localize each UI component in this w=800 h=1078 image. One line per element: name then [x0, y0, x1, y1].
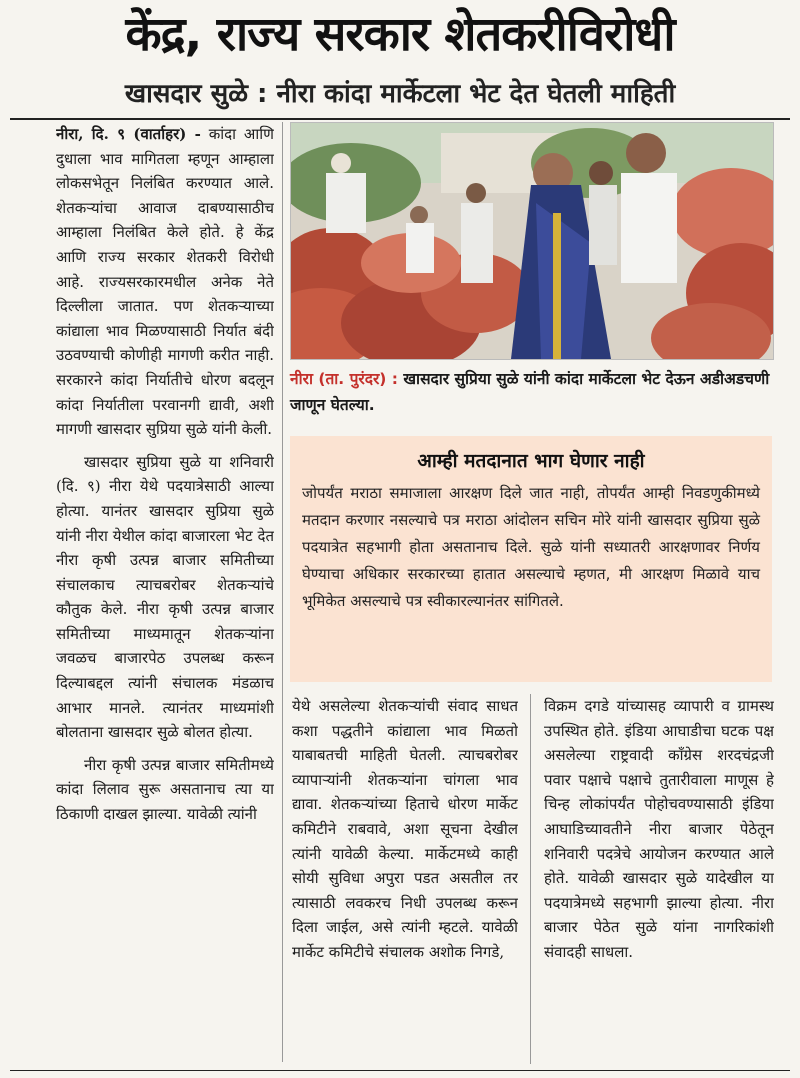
news-photo	[290, 122, 774, 360]
article-paragraph-1	[56, 122, 274, 442]
paragraph-1-text: कांदा आणि दुधाला भाव मागितला म्हणून आम्हाला लोकसभेतून निलंबित करण्यात आले. शेतकऱ्यांचा आवाज दाबण्यासाठीच आम्हाला निलंबित केले होते. हे केंद्र आणि राज्य सरकार शेतकरी विरोधी आहे. राज्यसरकारमधील अनेक नेते दिल्लीला जातात. पण शेतकर्‍याच्या कांद्याला भाव मिळण्यासाठी निर्यात बंदी उठवण्याची कोणीही मागणी करीत नाही. सरकारने कांदा निर्यातीचे धोरण बदलून कांदा निर्यातीला परवानगी द्यावी, अशी मागणी खासदार सुप्रिया सुळे यांनी केली.	[56, 125, 274, 439]
dateline: नीरा, दि. ९ (वार्ताहर) -	[56, 125, 201, 143]
footer-rule	[10, 1070, 790, 1071]
article-column-3	[544, 694, 774, 1064]
headline: केंद्र, राज्य सरकार शेतकरीविरोधी	[125, 7, 675, 62]
sidebar-box-body: जोपर्यंत मराठा समाजाला आरक्षण दिले जात नाही, तोपर्यंत आम्ही निवडणुकीमध्ये मतदान करणार नसल्याचे पत्र मराठा आंदोलन सचिन मोरे यांनी खासदार सुप्रिया सुळे पदयात्रेत सहभागी होता असतानाच दिले. सुळे यांनी सध्यातरी आरक्षणावर निर्णय घेण्याचा अधिकार सरकारच्या हातात असल्याचे म्हणत, मी आरक्षण मिळावे याच भूमिकेत असल्याचे पत्र स्वीकारल्यानंतर सांगितले.	[302, 484, 760, 610]
photo-caption	[290, 366, 772, 418]
column-2-text: येथे असलेल्या शेतकर्‍यांची संवाद साधत कशा पद्धतीने कांद्याला भाव मिळतो याबाबतची माहिती घेतली. त्याचबरोबर व्यापार्‍यांनी शेतकर्‍यांना चांगला भाव द्यावा. शेतकऱ्यांच्या हिताचे धोरण मार्केट कमिटीने राबवावे, अशा सूचना देखील त्यांनी यावेळी केल्या. मार्केटमध्ये काही सोयी सुविधा अपुरा पडत असतील तर त्यासाठी लवकरच निधी उपलब्ध करून दिला जाईल, असे त्यांनी म्हटले. यावेळी मार्केट कमिटीचे संचालक अशोक निगडे,	[292, 697, 518, 961]
sidebar-box	[290, 436, 772, 682]
article-paragraph-3: नीरा कृषी उत्पन्न बाजार समितीमध्ये कांदा लिलाव सुरू असतानाच त्या या ठिकाणी दाखल झाल्या. यावेळी त्यांनी	[56, 755, 274, 824]
sidebar-box-title: आम्ही मतदानात भाग घेणार नाही	[417, 450, 645, 472]
article-column-2	[292, 694, 518, 1064]
column-3-text: विक्रम दगडे यांच्यासह व्यापारी व ग्रामस्थ उपस्थित होते. इंडिया आघाडीचा घटक पक्ष असलेल्या राष्ट्रवादी काँग्रेस शरदचंद्रजी पवार पक्षाचे पक्षाचे तुतारीवाला माणूस हे चिन्ह लोकांपर्यंत पोहोचवण्यासाठी इंडिया आघाडिच्यावतीने नीरा बाजार पेठेतून शनिवारी पदत्रेचे आयोजन करण्यात आले होते. यावेळी खासदार सुळे यादेखील या पदयात्रेमध्ये सहभागी झाल्या होत्या. नीरा बाजार पेठेत सुळे यांना नागरिकांशी संवादही साधला.	[544, 697, 774, 961]
column-divider	[530, 694, 531, 1064]
article-column-1	[56, 122, 274, 1062]
subheadline: खासदार सुळे : नीरा कांदा मार्केटला भेट देत घेतली माहिती	[124, 79, 676, 109]
column-divider	[282, 122, 283, 1062]
article-paragraph-2: खासदार सुप्रिया सुळे या शनिवारी (दि. ९) नीरा येथे पदयात्रेसाठी आल्या होत्या. यानंतर खासदार सुप्रिया सुळे यांनी नीरा येथील कांदा बाजारला भेट देत नीरा कृषी उत्पन्न बाजार समितीच्या संचालकाच त्याचबरोबर शेतकऱ्यांचे कौतुक केले. नीरा कृषी उत्पन्न बाजार समितीच्या माध्यमातून शेतकर्‍यांना जवळच बाजारपेठ उपलब्ध करून दिल्याबद्दल त्यांनी संचालक मंडळाच आभार मानले. त्यानंतर माध्यमांशी बोलताना खासदार सुळे बोलत होत्या.	[56, 452, 274, 742]
market-photo-illustration	[291, 123, 773, 359]
caption-place: नीरा (ता. पुरंदर) :	[290, 370, 398, 388]
header-rule	[10, 118, 790, 120]
caption-text: खासदार सुप्रिया सुळे यांनी कांदा मार्केटला भेट देऊन अडीअडचणी जाणून घेतल्या.	[290, 370, 770, 414]
